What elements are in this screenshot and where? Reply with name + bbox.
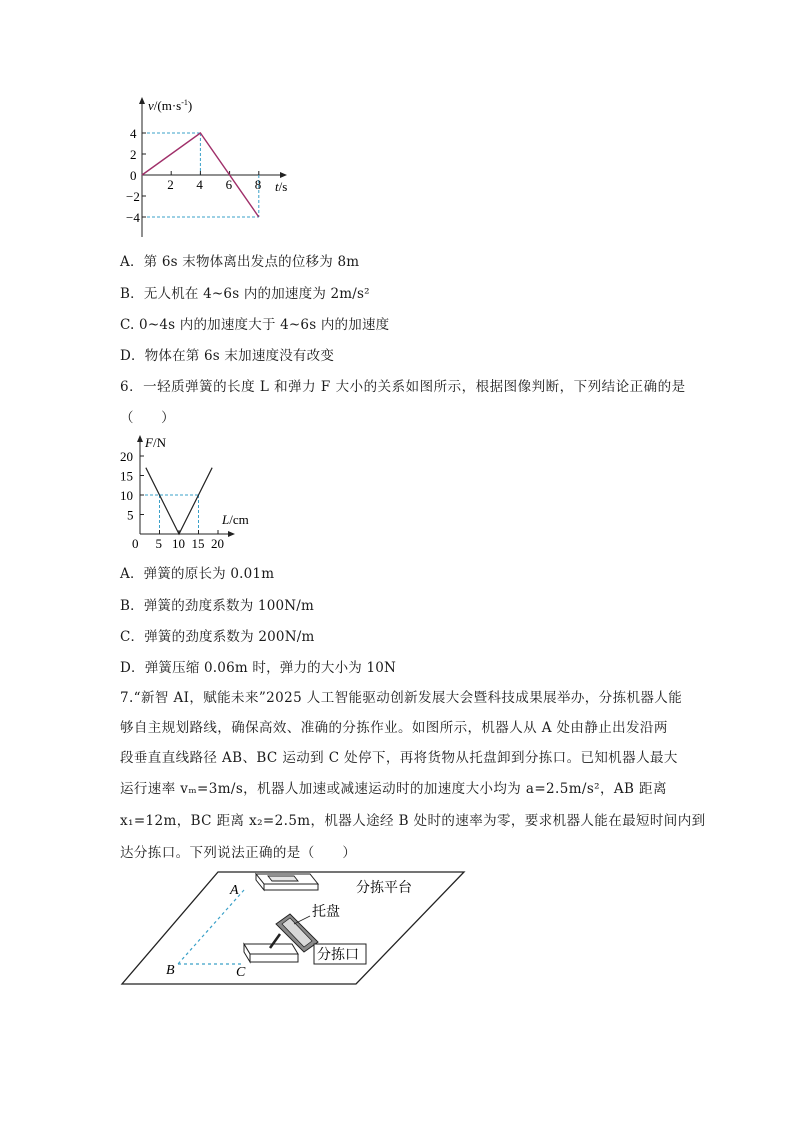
x-tick-label: 2 <box>167 177 174 192</box>
q7-line-4: 运行速率 vₘ=3m/s，机器人加速或减速运动时的加速度大小均为 a=2.5m/s²，AB 距离 <box>120 781 667 797</box>
force-line <box>146 468 212 534</box>
q6-stem: 6．一轻质弹簧的长度 L 和弹力 F 大小的关系如图所示，根据图像判断，下列结论正确的是 <box>120 379 686 395</box>
y-axis-label: $v/(m\cdot s^{-1})$ <box>148 98 193 113</box>
x-tick-label: 20 <box>211 536 224 551</box>
y-tick-label: −4 <box>126 210 140 225</box>
x-axis-label: t/s <box>275 179 288 194</box>
y-tick-label: −2 <box>126 189 140 204</box>
label-platform: 分拣平台 <box>356 881 412 896</box>
q7-line-5: x₁=12m，BC 距离 x₂=2.5m，机器人途经 B 处时的速率为零，要求机器人能在最短时间内到 <box>120 813 706 829</box>
label-c: C <box>236 965 246 980</box>
x-tick-label: 15 <box>191 536 205 551</box>
y-tick-label: 0 <box>130 168 137 183</box>
x-tick-label: 8 <box>254 177 262 192</box>
y-tick-label: 15 <box>120 468 133 484</box>
q6-option-a: A．弹簧的原长为 0.01m <box>120 566 275 582</box>
y-tick-label: 10 <box>120 488 133 503</box>
y-tick-label: 5 <box>127 507 134 523</box>
x-tick-label: 6 <box>225 177 233 192</box>
label-outlet: 分拣口 <box>317 948 359 963</box>
robot-at-a <box>256 874 318 890</box>
y-tick-label: 4 <box>130 126 137 141</box>
x-tick-label: 0 <box>132 536 139 551</box>
q5-option-b: B．无人机在 4~6s 内的加速度为 2m/s² <box>120 286 370 302</box>
q7-line-3: 段垂直直线路径 AB、BC 运动到 C 处停下，再将货物从托盘卸到分拣口。已知机器人最大 <box>120 750 678 766</box>
x-tick-label: 5 <box>155 536 162 551</box>
q7-line-1: 7.“新智 AI，赋能未来”2025 人工智能驱动创新发展大会暨科技成果展举办，分拣机器人能 <box>120 690 683 706</box>
label-a: A <box>230 883 239 898</box>
q5-option-d: D．物体在第 6s 末加速度没有改变 <box>120 348 335 364</box>
q6-option-d: D．弹簧压缩 0.06m 时，弹力的大小为 10N <box>120 660 397 676</box>
q5-option-a: A．第 6s 末物体离出发点的位移为 8m <box>120 254 360 270</box>
q6-option-b: B．弹簧的劲度系数为 100N/m <box>120 598 315 614</box>
x-tick-label: 4 <box>196 177 203 192</box>
sorting-platform-diagram <box>118 868 470 990</box>
y-axis-label: F/N <box>145 435 166 450</box>
velocity-time-graph <box>120 92 320 242</box>
y-tick-label: 20 <box>120 449 133 464</box>
label-b: B <box>166 963 175 978</box>
q7-line-2: 够自主规划路线，确保高效、准确的分拣作业。如图所示，机器人从 A 处由静止出发沿两 <box>120 720 668 736</box>
q5-option-c: C. 0~4s 内的加速度大于 4~6s 内的加速度 <box>120 317 390 333</box>
label-tray: 托盘 <box>312 905 340 920</box>
q6-option-c: C．弹簧的劲度系数为 200N/m <box>120 629 315 645</box>
y-tick-label: 2 <box>130 147 137 162</box>
x-tick-label: 10 <box>172 536 185 551</box>
q6-paren: （ ） <box>120 410 175 426</box>
q7-line-6: 达分拣口。下列说法正确的是（ ） <box>120 845 357 861</box>
force-length-graph <box>118 432 258 552</box>
x-axis-label: L/cm <box>222 512 249 527</box>
